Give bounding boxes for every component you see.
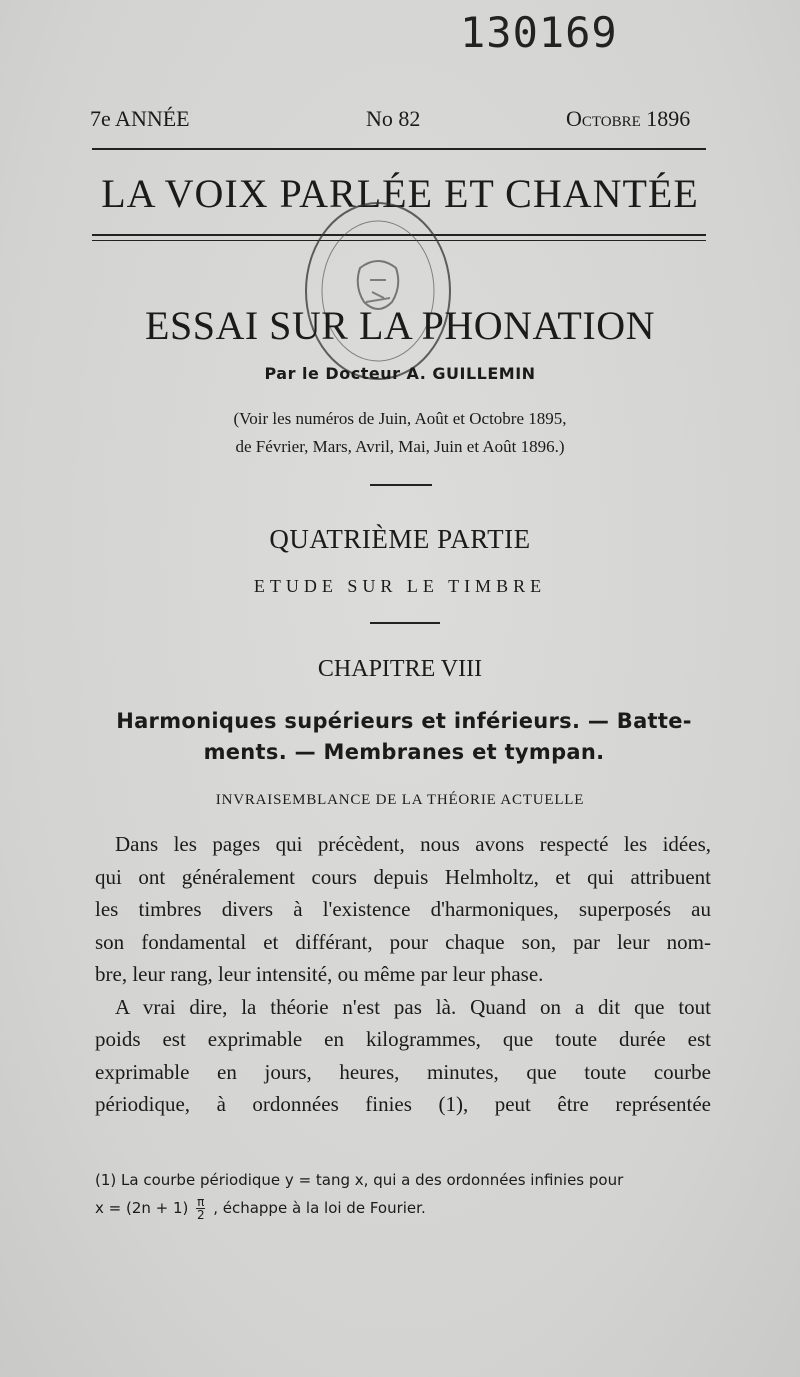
chapter-title-line: Harmoniques supérieurs et inférieurs. — Batte- (116, 709, 692, 733)
body-line: périodique, à ordonnées finies (1), peut être représentée (95, 1092, 711, 1116)
body-line: les timbres divers à l'existence d'harmoniques, superposés au (95, 897, 711, 921)
body-line: poids est exprimable en kilogrammes, que toute durée est (95, 1027, 711, 1051)
references (0, 405, 800, 461)
references-line: de Février, Mars, Avril, Mai, Juin et Août 1896.) (235, 437, 565, 456)
header-date: Octobre 1896 (566, 106, 691, 131)
footnote-line (95, 1194, 715, 1222)
body-line: son fondamental et différant, pour chaque son, par leur nom- (95, 929, 711, 954)
journal-title: LA VOIX PARLÉE ET CHANTÉE (101, 171, 699, 216)
fraction-denominator: 2 (196, 1208, 205, 1222)
body-line: Dans les pages qui précèdent, nous avons respecté les idées, (115, 832, 711, 856)
section-heading: INVRAISEMBLANCE DE LA THÉORIE ACTUELLE (215, 792, 585, 808)
body-line: A vrai dire, la théorie n'est pas là. Quand on a dit que tout (115, 994, 711, 1019)
part-subtitle: ETUDE SUR LE TIMBRE (253, 576, 547, 596)
footnote (95, 1166, 715, 1222)
part-heading: QUATRIÈME PARTIE (269, 524, 531, 554)
chapter-title (95, 706, 713, 768)
body-line: bre, leur rang, leur intensité, ou même par leur phase. (95, 962, 544, 986)
library-stamp (300, 198, 456, 384)
chapter-title-line: ments. — Membranes et tympan. (203, 740, 605, 764)
header-rule (92, 148, 706, 150)
header-number: No 82 (366, 106, 421, 131)
article-author: Par le Docteur A. GUILLEMIN (264, 364, 536, 383)
footnote-formula: x = (2n + 1) (95, 1199, 189, 1217)
article-title: ESSAI SUR LA PHONATION (145, 303, 655, 348)
fraction (196, 1196, 205, 1221)
chapter-heading: CHAPITRE VIII (317, 656, 483, 682)
serial-number: 130169 (460, 8, 618, 57)
references-line: (Voir les numéros de Juin, Août et Octobre 1895, (233, 409, 567, 428)
separator-rule (370, 484, 432, 486)
body-text (95, 828, 711, 1121)
footnote-tail: , échappe à la loi de Fourier. (213, 1199, 426, 1217)
footnote-line: (1) La courbe périodique y = tang x, qui a des ordonnées infinies pour (95, 1171, 624, 1189)
body-line: exprimable en jours, heures, minutes, que toute courbe (95, 1059, 711, 1084)
body-line: qui ont généralement cours depuis Helmholtz, et qui attribuent (95, 864, 711, 889)
fraction-numerator: π (197, 1195, 205, 1209)
separator-rule (370, 622, 440, 624)
header-year: 7e ANNÉE (90, 106, 190, 131)
